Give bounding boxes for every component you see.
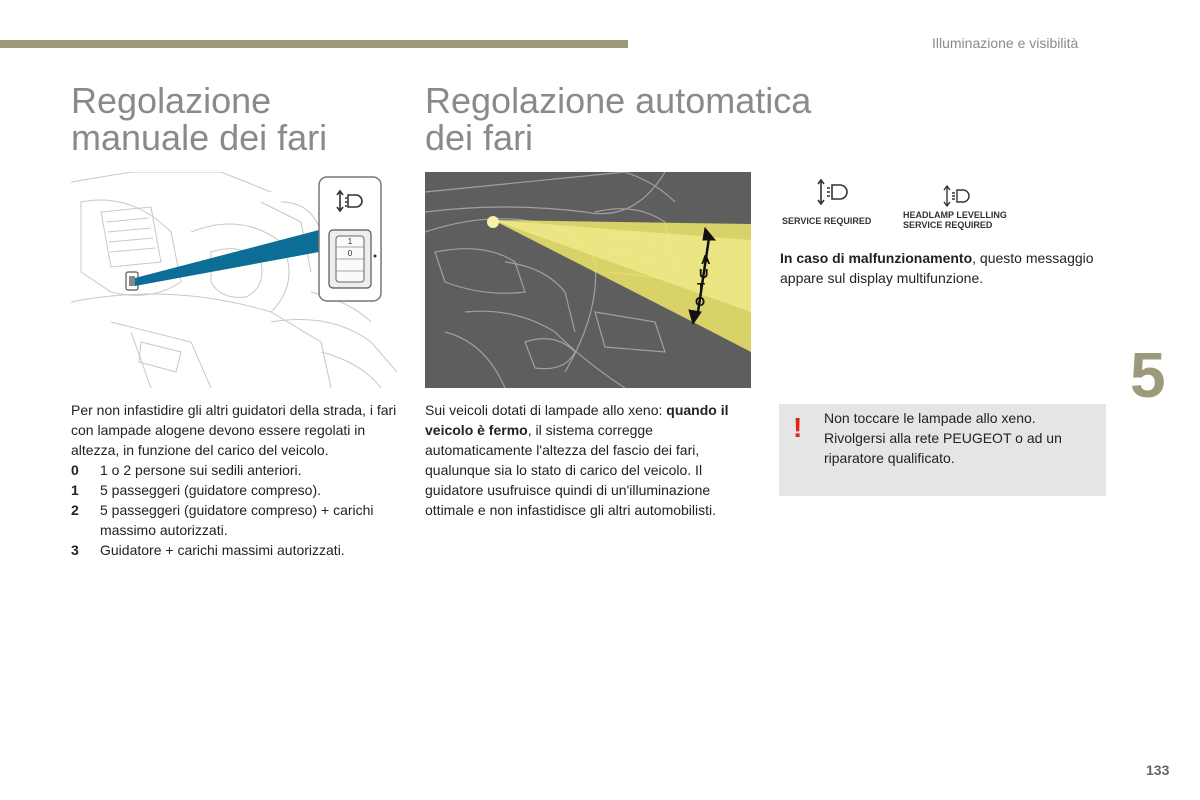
- page-number: 133: [1146, 762, 1170, 778]
- xenon-warning-box: [779, 404, 1106, 496]
- manual-title-line1: Regolazione: [71, 80, 272, 121]
- malfunction-description: [780, 248, 1100, 288]
- position-text: 5 passeggeri (guidatore compreso) + carichi massimo autorizzati.: [100, 502, 374, 538]
- load-position-list: [71, 460, 401, 560]
- switch-mark-0: 0: [347, 249, 353, 258]
- list-item: [71, 540, 401, 560]
- list-item: [71, 480, 401, 500]
- automatic-title-line1: Regolazione automatica: [425, 80, 812, 121]
- headlamp-beam-illustration: [425, 172, 751, 388]
- service-required-warning: [782, 172, 886, 232]
- malfunction-text-bold: In caso di malfunzionamento: [780, 250, 973, 266]
- position-number: 0: [71, 462, 79, 478]
- auto-letter-u: U: [699, 266, 709, 281]
- headlamp-levelling-small-icon: [943, 182, 973, 212]
- chapter-number: 5: [1130, 339, 1166, 411]
- dashboard-switch-illustration: [71, 172, 397, 388]
- malfunction-text-rest: , questo messaggio appare sul display multifunzione.: [780, 250, 1094, 286]
- section-title: Illuminazione e visibilità: [932, 35, 1079, 51]
- headlamp-levelling-label: [903, 210, 1007, 230]
- manual-title-line2: manuale dei fari: [71, 117, 328, 158]
- manual-adjustment-title: [71, 82, 391, 156]
- headlamp-levelling-service-warning: [903, 172, 1015, 232]
- automatic-text-end: , il sistema corregge automaticamente l'altezza del fascio dei fari, qualunque sia lo stato di carico del veicolo. Il guidatore usufruisce quindi di un'illuminazione ottimale e non infastidisce gli altri automobilisti.: [425, 422, 717, 518]
- position-number: 1: [71, 482, 79, 498]
- headlamp-drawing: [425, 172, 751, 388]
- automatic-adjustment-title: [425, 82, 845, 156]
- warning-exclamation-icon: !: [793, 412, 803, 443]
- service-required-label: SERVICE REQUIRED: [782, 216, 872, 226]
- position-text: 1 o 2 persone sui sedili anteriori.: [100, 462, 302, 478]
- auto-letter-t: T: [697, 280, 705, 295]
- list-item: [71, 500, 401, 540]
- automatic-title-line2: dei fari: [425, 117, 534, 158]
- automatic-text-bold: quando il veicolo è fermo: [425, 402, 729, 438]
- levelling-label-line2: SERVICE REQUIRED: [903, 220, 993, 230]
- position-text: 5 passeggeri (guidatore compreso).: [100, 482, 322, 498]
- manual-description: [71, 400, 401, 560]
- dashboard-drawing: [71, 172, 397, 388]
- auto-letter-o: O: [695, 294, 706, 309]
- automatic-text-start: Sui veicoli dotati di lampade allo xeno:: [425, 402, 667, 418]
- headlamp-levelling-warning-icon: [816, 174, 856, 214]
- position-text: Guidatore + carichi massimi autorizzati.: [100, 542, 345, 558]
- warning-text: Non toccare le lampade allo xeno. Rivolgersi alla rete PEUGEOT o ad un riparatore qualificato.: [824, 410, 1062, 466]
- position-number: 3: [71, 542, 79, 558]
- auto-letter-a: A: [701, 252, 711, 267]
- automatic-description: [425, 400, 755, 520]
- switch-mark-1: 1: [347, 237, 353, 246]
- header-rule: [0, 40, 628, 48]
- manual-intro: Per non infastidire gli altri guidatori della strada, i fari con lampade alogene devono essere regolati in altezza, in funzione del carico del veicolo.: [71, 402, 397, 458]
- position-number: 2: [71, 502, 79, 518]
- list-item: [71, 460, 401, 480]
- levelling-label-line1: HEADLAMP LEVELLING: [903, 210, 1007, 220]
